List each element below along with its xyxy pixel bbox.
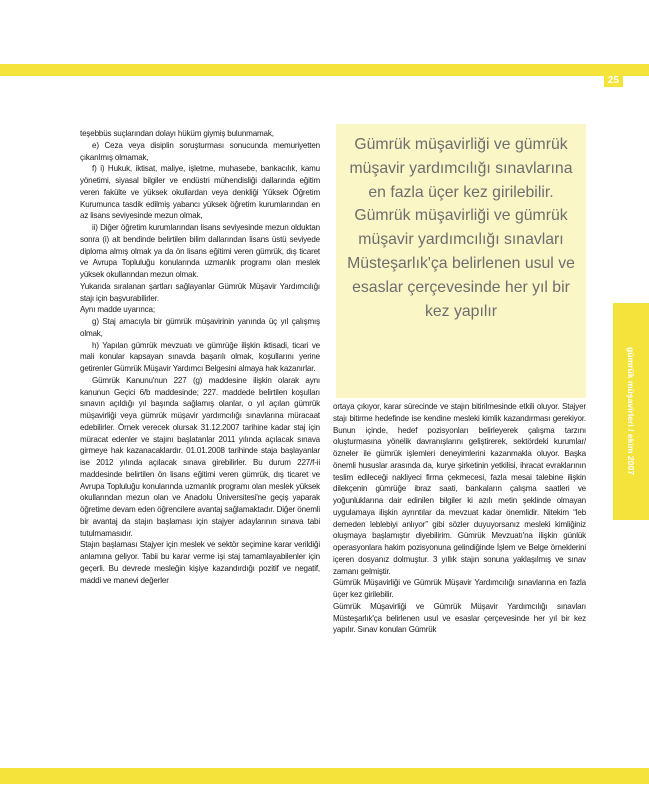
- pull-quote-text: Gümrük müşavirliği ve gümrük müşavir yardımcılığı sınavlarına en fazla üçer kez girilebilir. Gümrük müşavirliği ve gümrük müşavir yardımcılığı sınavları Müsteşarlık'ça belirlenen usul ve esaslar çerçevesinde her yıl bir kez yapılır: [347, 136, 575, 320]
- paragraph: Aynı madde uyarınca;: [80, 305, 155, 315]
- paragraph: g) Staj amacıyla bir gümrük müşavirinin yanında üç yıl çalışmış olmak,: [80, 317, 320, 338]
- paragraph: Gümrük Müşavirliği ve Gümrük Müşavir Yardımcılığı sınavları Müsteşarlık'ça belirlenen usul ve esaslar çerçevesinde her yıl bir kez yapılır. Sınav konuları Gümrük: [333, 601, 586, 635]
- paragraph: Yukarıda sıralanan şartları sağlayanlar Gümrük Müşavir Yardımcılığı stajı için başvurabilirler.: [80, 281, 320, 303]
- paragraph: h) Yapılan gümrük mevzuatı ve gümrüğe ilişkin iktisadi, ticari ve mali konular kapsayan sınavda başarılı olmak, koşullarını yerine getirenler Gümrük Müşavir Yardımcı Belgesini almaya hak kazanırlar.: [80, 340, 320, 373]
- paragraph: Stajın başlaması Stajyer için meslek ve sektör seçimine karar verildiği anlamına geliyor. Tabii bu karar verme işi staj tamamlayabilenler için geçerli. Bu devrede mesleğin kişiye kazandırdığı pozitif ve negatif, maddi ve manevi değerler: [80, 540, 320, 585]
- paragraph: Gümrük Kanunu'nun 227 (g) maddesine ilişkin olarak aynı kanunun Geçici 6/b maddesinde; 227. maddede belirtilen koşulları sınavın açıldığı yıl başında sağlamış olanlar, o yıl açılan gümrük müşavirliği veya gümrük müşavir yardımcılığı sınavlarına müracaat edebilirler. Örnek verecek olursak 31.12.2007 tarihine kadar staj için müracat edenler ve stajını başlatanlar 2011 yılında açılacak sınava girmeye hak kazanacaklardır. 01.01.2008 tarihinde staja başlayanlar ise 2012 yılında açılacak sınava girebilirler. Bu durum 227/f-ii maddesinde belirtilen ön lisans eğitimi veren gümrük, dış ticaret ve Avrupa Topluluğu konularında uzmanlık programı olan meslek yüksek okullarından mezun olan ve Anadolu Üniversitesi'ne geçiş yaparak öğretime devam eden öğrencilere avantaj sağlamaktadır. Diğer önemli bir avantaj da stajın başlaması için stajyer adaylarının sınava tabi tutulmamasıdır.: [80, 375, 320, 538]
- right-text-column: [333, 401, 586, 713]
- side-tab-label: gümrük müşavirleri / ekim 2007: [626, 347, 636, 476]
- side-tab: [613, 303, 649, 520]
- paragraph: ii) Diğer öğretim kurumlarından lisans seviyesinde mezun olduktan sonra (i) alt bendinde belirtilen bilim dallarından lisans üstü seviyede diploma almış olmak ya da ön lisans eğitimi veren gümrük, dış ticaret ve Avrupa Topluluğu konularında uzmanlık programı olan meslek yüksek okullarından mezun olmak.: [80, 223, 320, 279]
- paragraph: e) Ceza veya disiplin soruşturması sonucunda memuriyetten çıkarılmış olmamak,: [80, 140, 320, 162]
- paragraph: teşebbüs suçlarından dolayı hüküm giymiş bulunmamak,: [80, 129, 274, 138]
- page-number: 25: [604, 74, 623, 87]
- pull-quote-box: [336, 124, 586, 398]
- paragraph: Gümrük Müşavirliği ve Gümrük Müşavir Yardımcılığı sınavlarına en fazla üçer kez girilebilir.: [333, 578, 586, 599]
- left-text-column: [80, 128, 320, 760]
- top-color-band: [0, 64, 649, 76]
- paragraph: ortaya çıkıyor, karar sürecinde ve stajın bitirilmesinde etkili oluyor. Stajyer stajı bitirme hedefinde ise kendine mesleki kimlik kazandırması gerekiyor. Bunun içinde, hedef pozisyonları belirleyerek çalışma tarzını oluşturmasına yönelik davranışlarını geliştirerek, sektördeki kurumlar/özneler ile gümrük işlemleri deneyimlerini kazanmakla oluyor. Başka önemli hususlar arasında da, kurye şirketinin yetkilisi, ihracat evraklarının teslim edileceği nakliyeci firma çekmecesi, fazla mesai talebine ilişkin dilekçenin gümrüğe ibraz saati, bankaların çalışma saatleri ve yoğunluklarına dair edinilen bilgiler ki azılı metin şeklinde olmayan uygulamaya ilişkin ayrıntılar da mevzuat kadar önemlidir. Nitekim “leb demeden leblebiyi anlıyor” gibi sözler duyuyorsanız mesleki kimliğiniz oluşmaya başlamıştır diyebilirim. Gümrük Mevzuatı'na ilişkin günlük operasyonlara hakim pozisyonuna gelindiğinde İşlem ve Belge örneklerini içeren dosyanız dolmuştur. 3 yıllık stajın sonuna yaklaşılmış ve sınav zamanı gelmiştir.: [333, 402, 586, 576]
- paragraph: f) i) Hukuk, iktisat, maliye, işletme, muhasebe, bankacılık, kamu yönetimi, siyasal bilgiler ve endüstri mühendisliği dallarında eğitim veren fakülte ve yüksek okullardan veya denkliği Yüksek Öğretim Kurumunca tasdik edilmiş yabancı yüksek öğretim kurumlarından en az lisans seviyesinde mezun olmak,: [80, 164, 320, 221]
- bottom-color-band: [0, 768, 649, 784]
